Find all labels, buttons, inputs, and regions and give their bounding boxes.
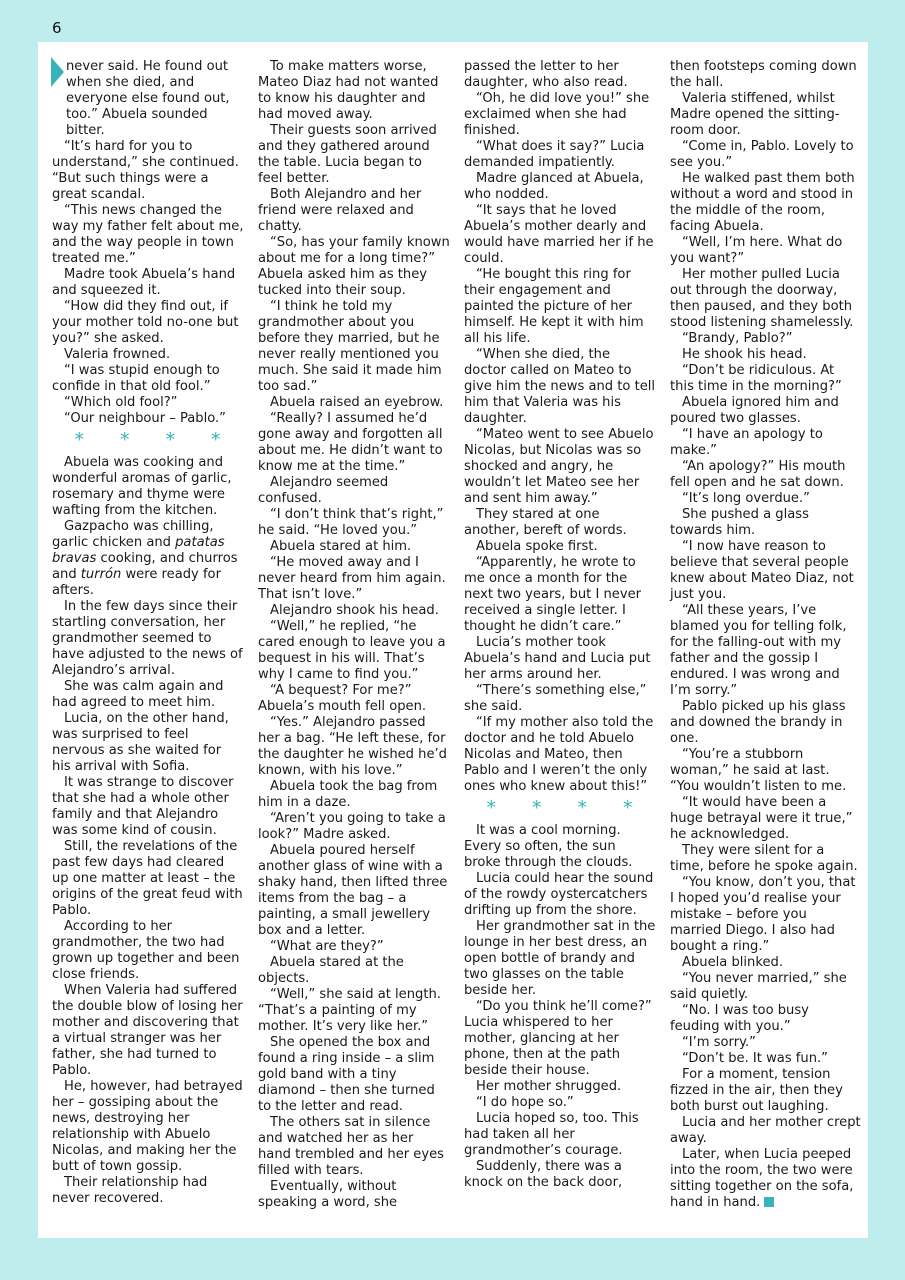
paragraph: “I was stupid enough to confide in that old fool.” — [52, 363, 220, 394]
paragraph: They stared at one another, bereft of words. — [464, 507, 627, 538]
paragraph: “This news changed the way my father felt about me, and the way people in town treated me.” — [52, 203, 244, 266]
section-break-stars: * * * * — [74, 429, 236, 451]
paragraph: “It’s long overdue.” — [682, 491, 810, 506]
paragraph: Their guests soon arrived and they gathered around the table. Lucia began to feel better. — [258, 123, 437, 186]
paragraph: “I don’t think that’s right,” he said. “He loved you.” — [258, 507, 444, 538]
paragraph: “Which old fool?” — [64, 395, 178, 410]
paragraph: “Well, I’m here. What do you want?” — [670, 235, 843, 266]
paragraph: Abuela ignored him and poured two glasses. — [670, 395, 839, 426]
paragraph: Abuela stared at the objects. — [258, 955, 404, 986]
paragraph: “A bequest? For me?” Abuela’s mouth fell open. — [258, 683, 427, 714]
paragraph: Abuela took the bag from him in a daze. — [258, 779, 438, 810]
paragraph: “Mateo went to see Abuelo Nicolas, but Nicolas was so shocked and angry, he wouldn’t let Mateo see her and sent him away.” — [464, 427, 654, 506]
paragraph: “Don’t be. It was fun.” — [682, 1051, 828, 1066]
paragraph: “Oh, he did love you!” she exclaimed when she had finished. — [464, 91, 650, 138]
paragraph: When Valeria had suffered the double blow of losing her mother and discovering that a virtual stranger was her father, she had turned to Pablo. — [52, 983, 243, 1078]
paragraph: “Do you think he’ll come?” Lucia whispered to her mother, glancing at her phone, then at the path beside their house. — [464, 999, 652, 1078]
paragraph: “How did they find out, if your mother told no-one but you?” she asked. — [52, 299, 239, 346]
story-start-triangle-icon — [51, 57, 64, 87]
paragraph: It was strange to discover that she had a whole other family and that Alejandro was some kind of cousin. — [52, 775, 234, 838]
paragraph: She pushed a glass towards him. — [670, 507, 809, 538]
page-number: 6 — [52, 19, 62, 37]
page-paper — [38, 42, 868, 1238]
paragraph: According to her grandmother, the two had grown up together and been close friends. — [52, 919, 240, 982]
paragraph: The others sat in silence and watched her as her hand trembled and her eyes filled with tears. — [258, 1115, 444, 1178]
paragraph: “If my mother also told the doctor and he told Abuelo Nicolas and Mateo, then Pablo and I weren’t the only ones who knew about this!” — [464, 715, 654, 794]
paragraph: “So, has your family known about me for a long time?” Abuela asked him as they tucked into their soup. — [258, 235, 450, 298]
paragraph: “Come in, Pablo. Lovely to see you.” — [670, 139, 854, 170]
paragraph: “All these years, I’ve blamed you for telling folk, for the falling-out with my father and the gossip I endured. I was wrong and I’m sorry.” — [670, 603, 847, 698]
paragraph: To make matters worse, Mateo Diaz had not wanted to know his daughter and had moved away. — [258, 59, 439, 122]
paragraph: Her mother shrugged. — [476, 1079, 622, 1094]
paragraph: Their relationship had never recovered. — [52, 1175, 208, 1206]
paragraph: Lucia’s mother took Abuela’s hand and Lucia put her arms around her. — [464, 635, 651, 682]
paragraph: Lucia could hear the sound of the rowdy oystercatchers drifting up from the shore. — [464, 871, 654, 918]
paragraph: She opened the box and found a ring inside – a slim gold band with a tiny diamond – then she turned to the letter and read. — [258, 1035, 435, 1114]
paragraph: He walked past them both without a word and stood in the middle of the room, facing Abuela. — [670, 171, 855, 234]
paragraph: “It says that he loved Abuela’s mother dearly and would have married her if he could. — [464, 203, 654, 266]
paragraph: “I’m sorry.” — [682, 1035, 756, 1050]
paragraph: Lucia hoped so, too. This had taken all her grandmother’s courage. — [464, 1111, 639, 1158]
paragraph: “Aren’t you going to take a look?” Madre asked. — [258, 811, 446, 842]
paragraph: She was calm again and had agreed to meet him. — [52, 679, 224, 710]
paragraph: “Our neighbour – Pablo.” — [64, 411, 226, 426]
paragraph: Alejandro seemed confused. — [258, 475, 389, 506]
paragraph: “When she died, the doctor called on Mateo to give him the news and to tell him that Valeria was his daughter. — [464, 347, 656, 426]
paragraph: Alejandro shook his head. — [270, 603, 439, 618]
paragraph: “I do hope so.” — [476, 1095, 574, 1110]
paragraph: Madre glanced at Abuela, who nodded. — [464, 171, 644, 202]
paragraph: Her mother pulled Lucia out through the doorway, then paused, and they both stood listening shamelessly. — [670, 267, 854, 330]
paragraph: “Brandy, Pablo?” — [682, 331, 793, 346]
paragraph: Abuela raised an eyebrow. — [270, 395, 444, 410]
paragraph: Abuela was cooking and wonderful aromas of garlic, rosemary and thyme were wafting from the kitchen. — [52, 455, 232, 518]
paragraph: Suddenly, there was a knock on the back door, — [464, 1159, 623, 1190]
paragraph: never said. He found out when she died, and everyone else found out, too.” Abuela sounded bitter. — [52, 59, 244, 139]
end-of-story-square-icon — [764, 1197, 774, 1207]
paragraph: They were silent for a time, before he spoke again. — [670, 843, 858, 874]
paragraph: Her grandmother sat in the lounge in her best dress, an open bottle of brandy and two glasses on the table beside her. — [464, 919, 656, 998]
paragraph: Lucia and her mother crept away. — [670, 1115, 861, 1146]
paragraph: It was a cool morning. Every so often, the sun broke through the clouds. — [464, 823, 633, 870]
paragraph: Gazpacho was chilling, garlic chicken and patatas bravas cooking, and churros and turrón were ready for afters. — [52, 519, 238, 598]
paragraph: Abuela stared at him. — [270, 539, 412, 554]
paragraph: “You’re a stubborn woman,” he said at last. “You wouldn’t listen to me. — [670, 747, 847, 794]
paragraph: “Yes.” Alejandro passed her a bag. “He left these, for the daughter he wished he’d known, with his love.” — [258, 715, 447, 778]
paragraph: Abuela poured herself another glass of wine with a shaky hand, then lifted three items from the bag – a painting, a small jewellery box and a letter. — [258, 843, 448, 938]
column-2 — [258, 59, 450, 1233]
paragraph: “It’s hard for you to understand,” she continued. “But such things were a great scandal. — [52, 139, 239, 202]
paragraph: “Don’t be ridiculous. At this time in the morning?” — [670, 363, 842, 394]
paragraph: “You know, don’t you, that I hoped you’d realise your mistake – before you married Diego. I also had bought a ring.” — [670, 875, 856, 954]
paragraph: “Well,” he replied, “he cared enough to leave you a bequest in his will. That’s why I came to find you.” — [258, 619, 446, 682]
paragraph: Valeria frowned. — [64, 347, 171, 362]
paragraph: He, however, had betrayed her – gossiping about the news, destroying her relationship with Abuelo Nicolas, and making her the butt of town gossip. — [52, 1079, 243, 1174]
paragraph: “An apology?” His mouth fell open and he sat down. — [670, 459, 846, 490]
paragraph: “What does it say?” Lucia demanded impatiently. — [464, 139, 645, 170]
paragraph: Eventually, without speaking a word, she — [258, 1179, 398, 1210]
paragraph: For a moment, tension fizzed in the air, then they both burst out laughing. — [670, 1067, 843, 1114]
paragraph: “Apparently, he wrote to me once a month for the next two years, but I never received a single letter. I thought he didn’t care.” — [464, 555, 642, 634]
paragraph: “No. I was too busy feuding with you.” — [670, 1003, 809, 1034]
paragraph: “I now have reason to believe that several people knew about Mateo Diaz, not just you. — [670, 539, 854, 602]
paragraph: “He moved away and I never heard from him again. That isn’t love.” — [258, 555, 446, 602]
paragraph: “It would have been a huge betrayal were it true,” he acknowledged. — [670, 795, 853, 842]
paragraph: “I think he told my grandmother about you before they married, but he never really mentioned you much. She said it made him too sad.” — [258, 299, 442, 394]
column-3 — [464, 59, 656, 1233]
paragraph: “What are they?” — [270, 939, 384, 954]
paragraph: Pablo picked up his glass and downed the brandy in one. — [670, 699, 846, 746]
paragraph: “Well,” she said at length. “That’s a painting of my mother. It’s very like her.” — [258, 987, 441, 1034]
paragraph: Still, the revelations of the past few days had cleared up one matter at least – the origins of the great feud with Pablo. — [52, 839, 243, 918]
paragraph: Abuela blinked. — [682, 955, 783, 970]
story-columns — [52, 59, 862, 1233]
paragraph: He shook his head. — [682, 347, 807, 362]
paragraph: Abuela spoke first. — [476, 539, 598, 554]
paragraph: “There’s something else,” she said. — [464, 683, 647, 714]
paragraph: Both Alejandro and her friend were relaxed and chatty. — [258, 187, 422, 234]
paragraph: “He bought this ring for their engagement and painted the picture of her himself. He kept it with him all his life. — [464, 267, 644, 346]
paragraph: passed the letter to her daughter, who also read. — [464, 59, 628, 90]
column-4 — [670, 59, 862, 1233]
paragraph: then footsteps coming down the hall. — [670, 59, 857, 90]
paragraph: “Really? I assumed he’d gone away and forgotten all about me. He didn’t want to know me at the time.” — [258, 411, 443, 474]
paragraph: Lucia, on the other hand, was surprised to feel nervous as she waited for his arrival with Sofia. — [52, 711, 229, 774]
column-1 — [52, 59, 244, 1233]
section-break-stars: * * * * — [486, 797, 648, 819]
paragraph: In the few days since their startling conversation, her grandmother seemed to have adjusted to the news of Alejandro’s arrival. — [52, 599, 243, 678]
paragraph: Madre took Abuela’s hand and squeezed it. — [52, 267, 236, 298]
paragraph: Valeria stiffened, whilst Madre opened the sitting-room door. — [670, 91, 840, 138]
paragraph: “You never married,” she said quietly. — [670, 971, 847, 1002]
paragraph: Later, when Lucia peeped into the room, the two were sitting together on the sofa, hand in hand. — [670, 1147, 854, 1210]
paragraph: “I have an apology to make.” — [670, 427, 823, 458]
